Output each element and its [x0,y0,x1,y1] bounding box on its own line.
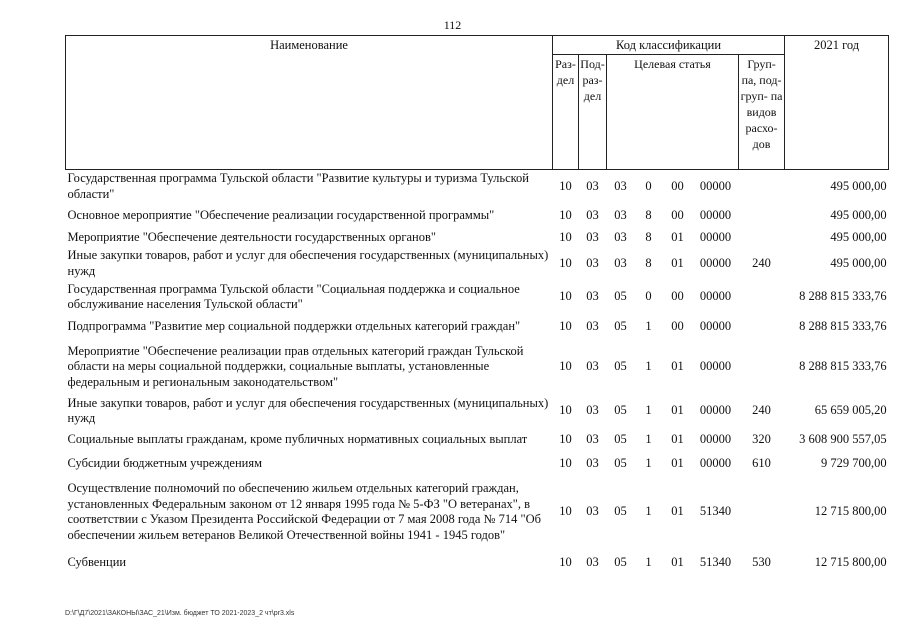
row-section: 10 [559,359,572,374]
row-target-program: 05 [614,555,627,570]
table-row [66,428,889,452]
row-target-direction: 00000 [699,432,732,447]
row-name: Мероприятие "Обеспечение деятельности государственных органов" [67,230,436,245]
row-expense-group [739,229,785,247]
row-target-direction: 00000 [699,255,732,270]
row-target-subprogram: 1 [645,319,652,334]
row-subsection: 03 [586,289,599,304]
table-body [66,170,889,579]
row-target-event: 00 [671,319,684,334]
row-name: Мероприятие "Обеспечение реализации прав отдельных категорий граждан Тульской области на меры социальной поддержки, социальные выплаты, установленные федеральным и региональным законодательством" [67,343,524,389]
row-section: 10 [559,208,572,223]
row-expense-group [739,170,785,204]
row-amount: 12 715 800,00 [814,555,887,570]
row-name: Осуществление полномочий по обеспечению жильем отдельных категорий граждан, установленных Федеральным законом от 12 января 1995 года № 5-ФЗ "О ветеранах", в соответствии с Указом Президента Российской Федерации от 7 мая 2008 года № 714 "Об обеспечении жильем ветеранов Великой Отечественной войны 1941 - 1945 годов" [67,481,541,542]
row-target-program: 05 [614,319,627,334]
row-target-subprogram: 8 [645,230,652,245]
row-target-program: 05 [614,359,627,374]
row-subsection: 03 [586,555,599,570]
table-row [66,548,889,578]
row-amount: 495 000,00 [830,208,887,223]
table-row [66,229,889,247]
row-target-program: 05 [614,504,627,519]
row-amount: 8 288 815 333,76 [799,359,887,374]
header-year: 2021 год [785,36,889,170]
row-expense-group [739,203,785,229]
row-target-program: 03 [614,255,627,270]
row-section: 10 [559,456,572,471]
table-row [66,394,889,428]
row-name: Субсидии бюджетным учреждениям [67,456,263,471]
row-name: Иные закупки товаров, работ и услуг для обеспечения государственных (муниципальных) нужд [67,248,549,278]
row-name: Государственная программа Тульской области "Социальная поддержка и социальное обслуживание населения Тульской области" [67,281,520,311]
row-target-direction: 00000 [699,359,732,374]
row-target-direction: 51340 [699,555,732,570]
row-target-event: 00 [671,178,684,193]
row-subsection: 03 [586,456,599,471]
row-subsection: 03 [586,504,599,519]
row-section: 10 [559,178,572,193]
row-target-direction: 00000 [699,456,732,471]
row-amount: 495 000,00 [830,178,887,193]
row-name: Государственная программа Тульской области "Развитие культуры и туризма Тульской области" [67,171,529,201]
row-expense-group [739,314,785,340]
row-section: 10 [559,432,572,447]
row-subsection: 03 [586,208,599,223]
row-target-subprogram: 0 [645,289,652,304]
row-target-subprogram: 1 [645,456,652,471]
budget-table [65,35,889,578]
row-target-event: 01 [671,359,684,374]
table-row [66,170,889,204]
row-amount: 12 715 800,00 [814,504,887,519]
row-amount: 8 288 815 333,76 [799,319,887,334]
table-row [66,476,889,548]
row-target-program: 05 [614,432,627,447]
row-subsection: 03 [586,432,599,447]
row-target-event: 01 [671,255,684,270]
row-expense-group: 610 [752,456,771,471]
row-section: 10 [559,319,572,334]
row-expense-group: 530 [752,555,771,570]
row-target-event: 01 [671,432,684,447]
row-target-subprogram: 8 [645,255,652,270]
row-target-direction: 00000 [699,230,732,245]
row-target-direction: 51340 [699,504,732,519]
row-name: Подпрограмма "Развитие мер социальной поддержки отдельных категорий граждан" [67,319,521,334]
row-target-program: 05 [614,289,627,304]
header-name: Наименование [66,36,553,170]
row-target-subprogram: 1 [645,504,652,519]
row-name: Иные закупки товаров, работ и услуг для обеспечения государственных (муниципальных) нужд [67,395,549,425]
row-target-event: 00 [671,289,684,304]
row-expense-group [739,476,785,548]
row-target-program: 03 [614,230,627,245]
row-target-direction: 00000 [699,208,732,223]
row-section: 10 [559,230,572,245]
row-subsection: 03 [586,178,599,193]
row-target-event: 00 [671,208,684,223]
row-amount: 65 659 005,20 [814,403,887,418]
row-target-direction: 00000 [699,289,732,304]
row-target-event: 01 [671,230,684,245]
row-target-event: 01 [671,403,684,418]
row-subsection: 03 [586,403,599,418]
table-row [66,203,889,229]
table-row [66,280,889,314]
row-subsection: 03 [586,230,599,245]
row-target-program: 05 [614,456,627,471]
row-amount: 8 288 815 333,76 [799,289,887,304]
row-target-direction: 00000 [699,403,732,418]
row-subsection: 03 [586,359,599,374]
row-section: 10 [559,504,572,519]
row-expense-group: 240 [752,255,771,270]
row-name: Социальные выплаты гражданам, кроме публичных нормативных социальных выплат [67,432,528,447]
row-section: 10 [559,555,572,570]
row-target-direction: 00000 [699,178,732,193]
table-row [66,247,889,280]
row-target-subprogram: 1 [645,432,652,447]
table-row [66,452,889,476]
header-classification-code: Код классификации [553,36,785,55]
header-subsection: Под- раз- дел [579,55,607,170]
row-target-direction: 00000 [699,319,732,334]
row-subsection: 03 [586,319,599,334]
row-amount: 495 000,00 [830,255,887,270]
row-subsection: 03 [586,255,599,270]
row-expense-group [739,280,785,314]
file-path-footer: D:\Г\Д7\2021\ЗАКОНЫ\ЗАС_21\Изм. бюджет ТО 2021-2023_2 чт\pr3.xls [65,610,295,617]
row-expense-group: 240 [752,403,771,418]
page-number: 112 [443,18,462,32]
row-expense-group [739,340,785,394]
row-target-subprogram: 1 [645,403,652,418]
table-row [66,314,889,340]
row-target-subprogram: 1 [645,359,652,374]
row-expense-group: 320 [752,432,771,447]
header-target-item: Целевая статья [607,55,739,170]
row-target-program: 05 [614,403,627,418]
row-target-event: 01 [671,555,684,570]
row-section: 10 [559,255,572,270]
row-amount: 9 729 700,00 [820,456,887,471]
row-amount: 495 000,00 [830,230,887,245]
row-target-subprogram: 1 [645,555,652,570]
row-target-subprogram: 8 [645,208,652,223]
row-target-subprogram: 0 [645,178,652,193]
row-section: 10 [559,289,572,304]
table-row [66,340,889,394]
header-section: Раз- дел [553,55,579,170]
row-name: Субвенции [67,555,127,570]
header-expense-group: Груп- па, под- груп- па видов расхо- дов [739,55,785,170]
header-row-1 [66,36,889,55]
row-amount: 3 608 900 557,05 [799,432,887,447]
row-target-event: 01 [671,504,684,519]
row-target-program: 03 [614,208,627,223]
row-name: Основное мероприятие "Обеспечение реализации государственной программы" [67,208,495,223]
row-section: 10 [559,403,572,418]
row-target-event: 01 [671,456,684,471]
row-target-program: 03 [614,178,627,193]
